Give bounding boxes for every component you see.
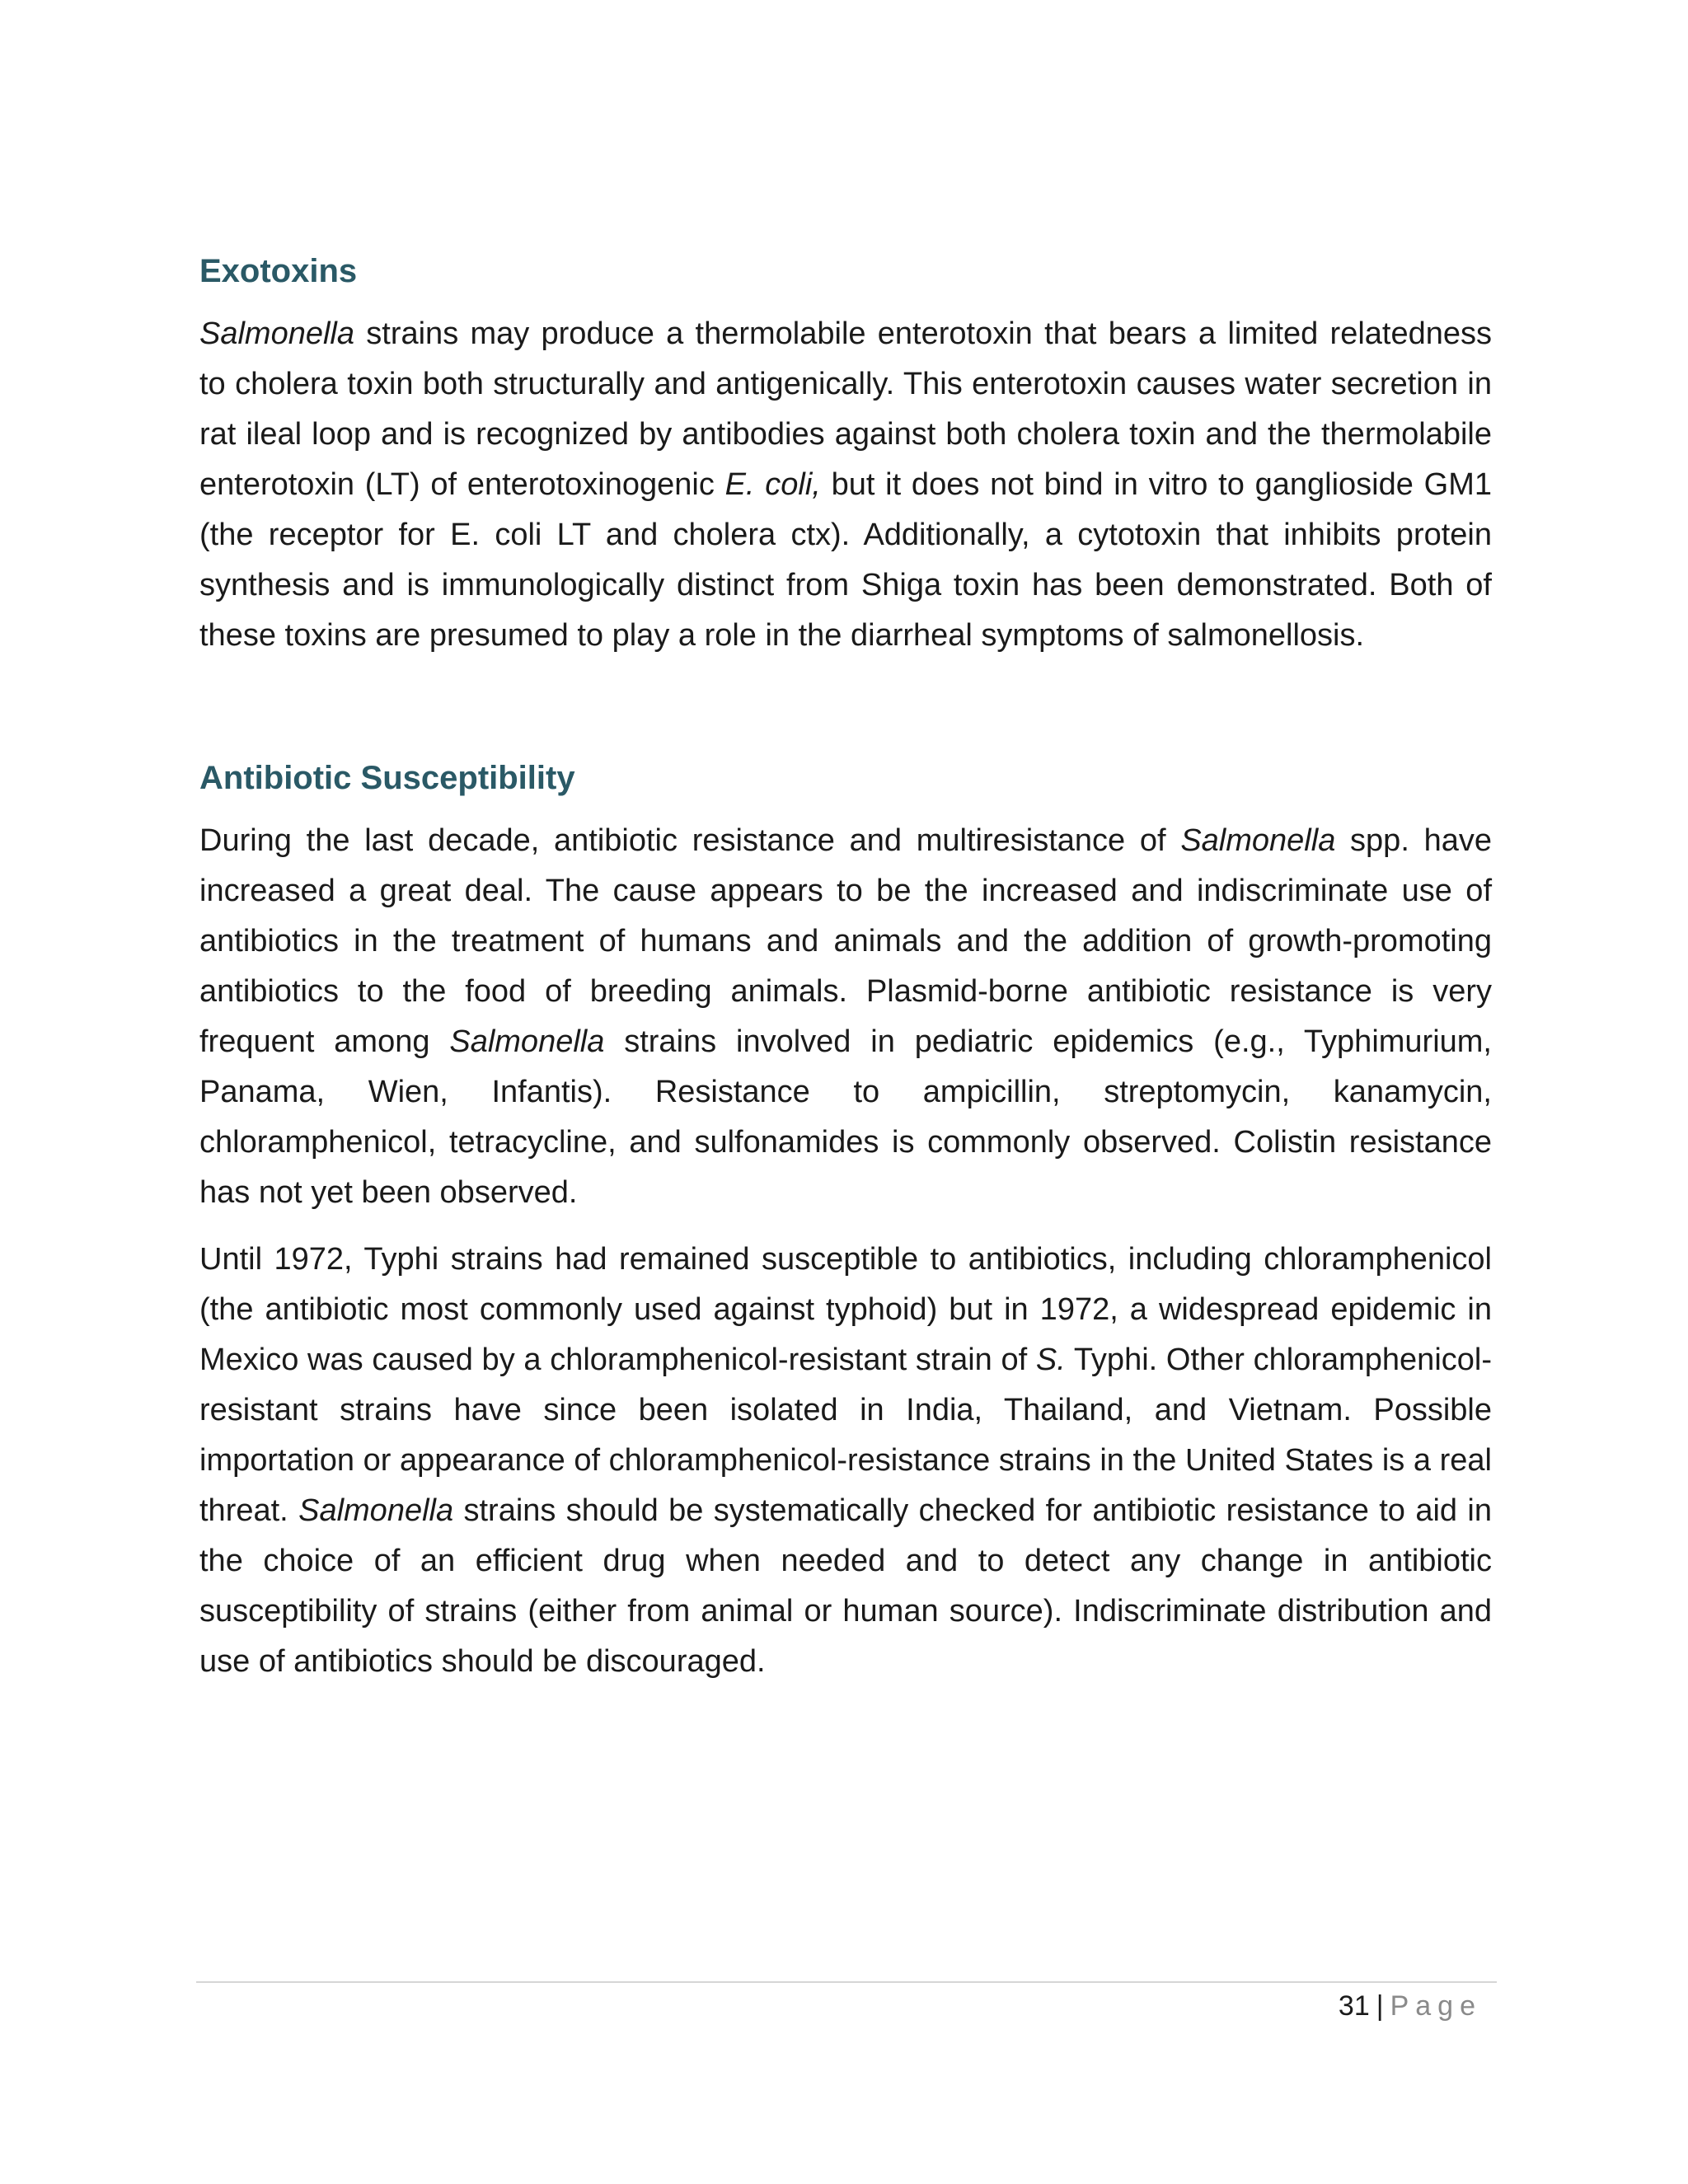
section-heading: Antibiotic Susceptibility bbox=[199, 760, 575, 796]
italic-text: Salmonella bbox=[298, 1493, 454, 1528]
text-run: but it does not bind in vitro to ganglioside GM1 (the receptor for E. coli LT and cholera ctx). Additionally, a cytotoxin that inhibits protein synthesis and is immunologically distinct from Shiga toxin has been demonstrated. Both of these toxins are presumed to play a role in the diarrheal symptoms of salmonellosis. bbox=[199, 467, 1492, 653]
body-paragraph bbox=[199, 1235, 1492, 1687]
page-number: 31 bbox=[1338, 1990, 1370, 2022]
italic-text: S. bbox=[1035, 1343, 1066, 1377]
text-run: During the last decade, antibiotic resistance and multiresistance of bbox=[199, 823, 1181, 858]
text-run: strains involved in pediatric epidemics (e.g., Typhimurium, Panama, Wien, Infantis). Resistance to ampicillin, streptomycin, kanamycin, chloramphenicol, tetracycline, and sulfonamides is commonly observed. Colistin resistance has not yet been observed. bbox=[199, 1024, 1492, 1210]
body-paragraph bbox=[199, 309, 1492, 661]
body-paragraph bbox=[199, 816, 1492, 1218]
italic-text: Salmonella bbox=[449, 1024, 605, 1059]
page-label: Page bbox=[1390, 1990, 1482, 2022]
page-content bbox=[199, 251, 1492, 1704]
section-heading: Exotoxins bbox=[199, 253, 358, 289]
footer-separator: | bbox=[1376, 1990, 1384, 2022]
page-footer bbox=[1339, 1986, 1482, 2026]
text-run: strains should be systematically checked for antibiotic resistance to aid in the choice of an efficient drug when needed and to detect any change in antibiotic susceptibility of strains (either from animal or human source). Indiscriminate distribution and use of antibiotics should be discouraged. bbox=[199, 1493, 1492, 1679]
section-antibiotic-susceptibility bbox=[199, 758, 1492, 1687]
italic-text: Salmonella bbox=[1180, 823, 1336, 858]
footer-divider bbox=[196, 1981, 1497, 1983]
section-exotoxins bbox=[199, 251, 1492, 661]
text-run: Typhi. Other chloramphenicol-resistant strains have since been isolated in India, Thailand, and Vietnam. Possible importation or appearance of chloramphenicol-resistance strains in the United States is a real threat. bbox=[199, 1343, 1492, 1528]
italic-text: E. coli, bbox=[724, 467, 821, 502]
italic-text: Salmonella bbox=[199, 316, 354, 351]
section-spacer bbox=[199, 677, 1492, 758]
text-run: spp. have increased a great deal. The cause appears to be the increased and indiscriminate use of antibiotics in the treatment of humans and animals and the addition of growth-promoting antibiotics to the food of breeding animals. Plasmid-borne antibiotic resistance is very frequent among bbox=[199, 823, 1493, 1059]
text-run: strains may produce a thermolabile enterotoxin that bears a limited relatedness to cholera toxin both structurally and antigenically. This enterotoxin causes water secretion in rat ileal loop and is recognized by antibodies against both cholera toxin and the thermolabile enterotoxin (LT) of enterotoxinogenic bbox=[199, 316, 1492, 502]
text-run: Until 1972, Typhi strains had remained susceptible to antibiotics, including chloramphenicol (the antibiotic most commonly used against typhoid) but in 1972, a widespread epidemic in Mexico was caused by a chloramphenicol-resistant strain of bbox=[199, 1242, 1492, 1377]
